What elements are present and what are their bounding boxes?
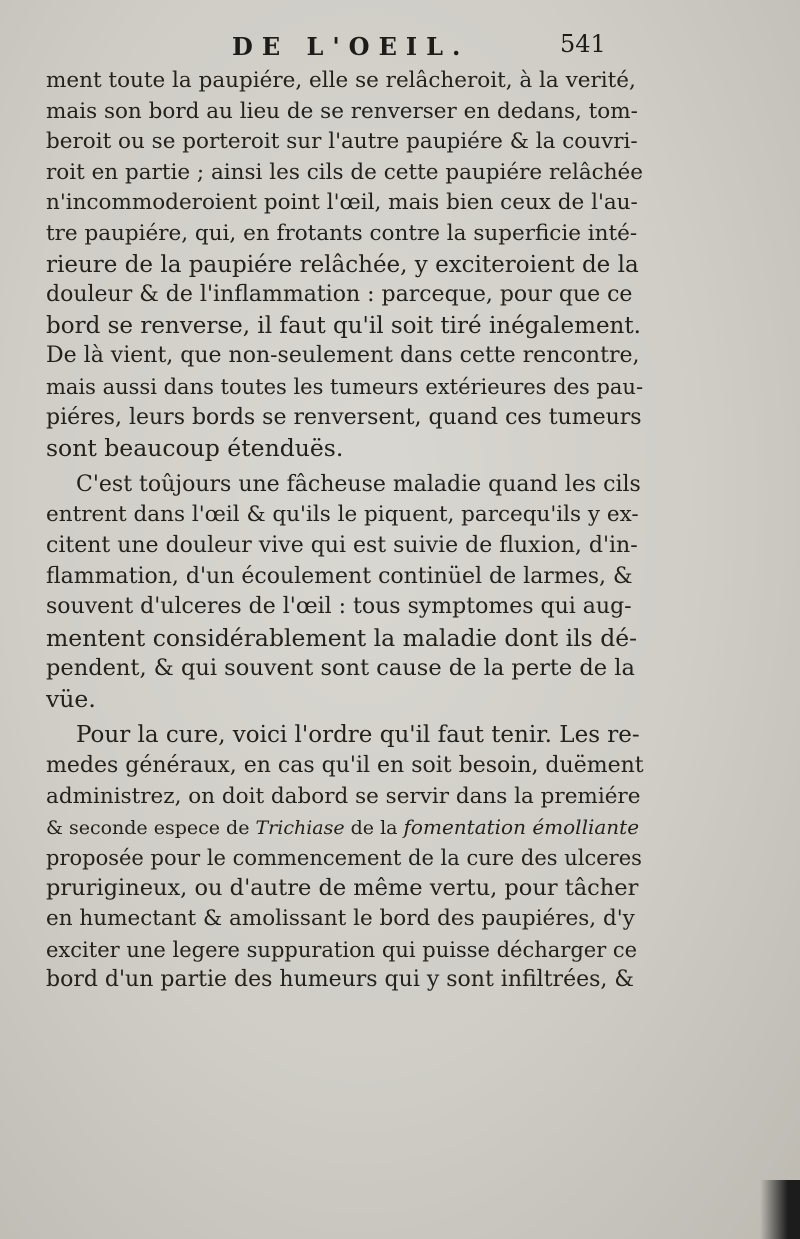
text-line: mais son bord au lieu de se renverser en dedans, tom- [46,98,638,124]
text-line: flammation, d'un écoulement continüel de larmes, & [46,563,633,589]
text-line: rieure de la paupiére relâchée, y exciteroient de la [46,251,639,278]
text-line: De là vient, que non-seulement dans cette rencontre, [46,343,640,369]
text-line: vüe. [46,684,96,713]
text-line: roit en partie ; ainsi les cils de cette paupiére relâchée [46,159,643,185]
text-line: administrez, on doit dabord se servir dans la premiére [46,783,641,809]
running-head: DE L'OEIL. [232,32,470,61]
text-line: pendent, & qui souvent sont cause de la perte de la [46,655,635,682]
text-line: bord se renverse, il faut qu'il soit tiré inégalement. [46,312,641,339]
text-line: sont beaucoup étenduës. [46,434,344,463]
text-line: proposée pour le commencement de la cure des ulceres [46,845,642,870]
text-line: entrent dans l'œil & qu'ils le piquent, parcequ'ils y ex- [46,502,639,528]
text-line: C'est toûjours une fâcheuse maladie quand les cils [76,471,641,497]
page-number: 541 [560,30,606,58]
text-line: Pour la cure, voici l'ordre qu'il faut tenir. Les re- [76,722,640,749]
italic-term: fomentation émolliante [403,815,640,840]
text-line: beroit ou se porteroit sur l'autre paupiére & la couvri- [46,129,638,155]
text-line: bord d'un partie des humeurs qui y sont infiltrées, & [46,967,634,993]
text-line: ment toute la paupiére, elle se relâcheroit, à la verité, [46,68,636,93]
text-line: tre paupiére, qui, en frotants contre la superficie inté- [46,220,638,246]
body-text [46,66,644,996]
text-line: n'incommoderoient point l'œil, mais bien ceux de l'au- [46,190,638,216]
text-line: mais aussi dans toutes les tumeurs extérieures des pau- [46,374,644,399]
page-edge-shadow [760,1180,800,1239]
text-line: mentent considérablement la maladie dont ils dé- [46,623,638,652]
text-line: citent une douleur vive qui est suivie de fluxion, d'in- [46,532,638,558]
text-line: douleur & de l'inflammation : parceque, pour que ce [46,282,633,308]
text-line: medes généraux, en cas qu'il en soit besoin, duëment [46,753,644,779]
italic-term: Trichiase [255,817,345,840]
text-fragment: de la [344,817,404,840]
page-header [0,28,800,68]
text-fragment: & seconde espece de [46,817,256,840]
text-line: souvent d'ulceres de l'œil : tous symptomes qui aug- [46,594,632,620]
text-line-mixed [46,812,644,843]
text-line: piéres, leurs bords se renversent, quand ces tumeurs [46,404,642,430]
text-line: en humectant & amolissant le bord des paupiéres, d'y [46,906,635,932]
text-line: prurigineux, ou d'autre de même vertu, pour tâcher [46,875,639,902]
text-line: exciter une legere suppuration qui puisse décharger ce [46,937,638,962]
